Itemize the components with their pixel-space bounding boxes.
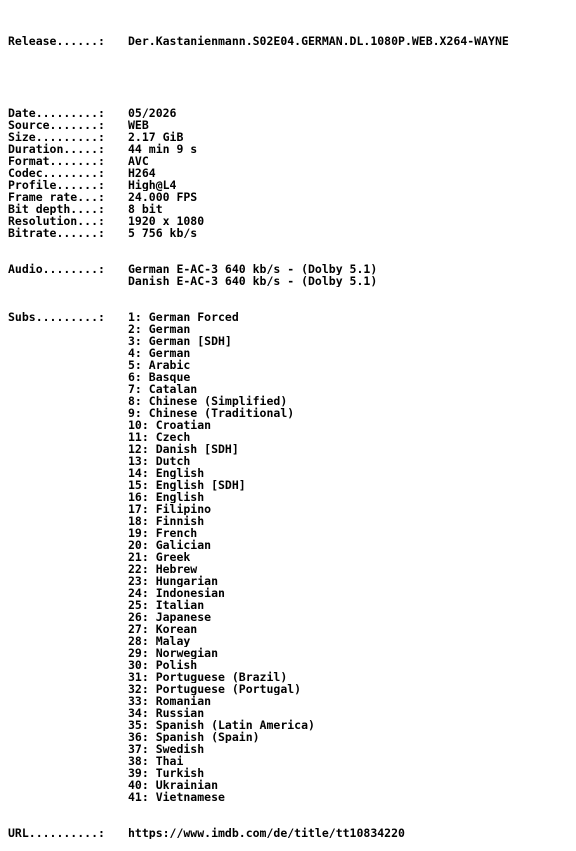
field-value: 21: Greek bbox=[128, 551, 191, 563]
subtitle-track-row bbox=[8, 563, 576, 575]
info-row bbox=[8, 179, 576, 191]
subtitle-track-row bbox=[8, 383, 576, 395]
info-row bbox=[8, 203, 576, 215]
field-value: 20: Galician bbox=[128, 539, 212, 551]
field-label: Resolution...: bbox=[8, 215, 105, 227]
field-value: 7: Catalan bbox=[128, 383, 198, 395]
url-value[interactable]: https://www.imdb.com/de/title/tt10834220 bbox=[128, 827, 405, 839]
field-value: 17: Filipino bbox=[128, 503, 212, 515]
field-label: Bit depth....: bbox=[8, 203, 105, 215]
subtitle-track-row bbox=[8, 719, 576, 731]
field-label: Profile......: bbox=[8, 179, 105, 191]
field-value: 44 min 9 s bbox=[128, 143, 198, 155]
info-row bbox=[8, 131, 576, 143]
field-label: Audio........: bbox=[8, 263, 105, 275]
field-label: Size.........: bbox=[8, 131, 105, 143]
field-label bbox=[8, 683, 128, 695]
field-label: Format.......: bbox=[8, 155, 105, 167]
info-row bbox=[8, 215, 576, 227]
field-value: 26: Japanese bbox=[128, 611, 212, 623]
field-label bbox=[8, 347, 128, 359]
field-label bbox=[8, 647, 128, 659]
field-value: 6: Basque bbox=[128, 371, 191, 383]
field-value: 5: Arabic bbox=[128, 359, 191, 371]
subtitle-track-row bbox=[8, 683, 576, 695]
field-value: Danish E-AC-3 640 kb/s - (Dolby 5.1) bbox=[128, 275, 378, 287]
field-value: 29: Norwegian bbox=[128, 647, 219, 659]
info-fields bbox=[8, 107, 576, 239]
subtitle-track-row bbox=[8, 407, 576, 419]
audio-section bbox=[8, 263, 576, 287]
field-label bbox=[8, 455, 128, 467]
field-value: German E-AC-3 640 kb/s - (Dolby 5.1) bbox=[128, 263, 378, 275]
field-label bbox=[8, 671, 128, 683]
field-label bbox=[8, 539, 128, 551]
field-value: 12: Danish [SDH] bbox=[128, 443, 239, 455]
field-value: 15: English [SDH] bbox=[128, 479, 246, 491]
field-value: 25: Italian bbox=[128, 599, 205, 611]
field-value: 3: German [SDH] bbox=[128, 335, 232, 347]
subtitle-track-row bbox=[8, 311, 576, 323]
field-label: Codec........: bbox=[8, 167, 105, 179]
subtitle-track-row bbox=[8, 335, 576, 347]
field-label bbox=[8, 743, 128, 755]
subtitle-track-row bbox=[8, 779, 576, 791]
field-label bbox=[8, 431, 128, 443]
field-value: 18: Finnish bbox=[128, 515, 205, 527]
field-value: 23: Hungarian bbox=[128, 575, 219, 587]
field-label bbox=[8, 659, 128, 671]
field-label bbox=[8, 551, 128, 563]
subtitle-track-row bbox=[8, 599, 576, 611]
subtitle-track-row bbox=[8, 431, 576, 443]
subtitle-track-row bbox=[8, 671, 576, 683]
field-value: 36: Spanish (Spain) bbox=[128, 731, 260, 743]
subtitle-track-row bbox=[8, 731, 576, 743]
info-row bbox=[8, 191, 576, 203]
subtitle-track-row bbox=[8, 479, 576, 491]
subtitle-track-row bbox=[8, 323, 576, 335]
info-row bbox=[8, 119, 576, 131]
field-label bbox=[8, 419, 128, 431]
field-value: 11: Czech bbox=[128, 431, 191, 443]
field-value: 30: Polish bbox=[128, 659, 198, 671]
field-label bbox=[8, 491, 128, 503]
field-value: 5 756 kb/s bbox=[128, 227, 198, 239]
field-label: Date.........: bbox=[8, 107, 105, 119]
field-label bbox=[8, 335, 128, 347]
field-label: Duration.....: bbox=[8, 143, 105, 155]
field-label bbox=[8, 323, 128, 335]
field-label bbox=[8, 359, 128, 371]
field-label bbox=[8, 611, 128, 623]
field-label bbox=[8, 599, 128, 611]
field-label bbox=[8, 443, 128, 455]
field-label bbox=[8, 731, 128, 743]
subtitle-track-row bbox=[8, 587, 576, 599]
field-label bbox=[8, 623, 128, 635]
subtitle-track-row bbox=[8, 743, 576, 755]
field-label bbox=[8, 515, 128, 527]
field-value: 4: German bbox=[128, 347, 191, 359]
field-label bbox=[8, 527, 128, 539]
field-value: 16: English bbox=[128, 491, 205, 503]
field-value: 24.000 FPS bbox=[128, 191, 198, 203]
field-label bbox=[8, 719, 128, 731]
release-row bbox=[8, 35, 576, 47]
field-value: 05/2026 bbox=[128, 107, 177, 119]
subtitle-track-row bbox=[8, 359, 576, 371]
subtitle-track-row bbox=[8, 347, 576, 359]
field-value: 33: Romanian bbox=[128, 695, 212, 707]
field-value: 8: Chinese (Simplified) bbox=[128, 395, 288, 407]
nfo-document bbox=[8, 11, 576, 851]
subtitle-track-row bbox=[8, 659, 576, 671]
field-value: 40: Ukrainian bbox=[128, 779, 219, 791]
field-value: AVC bbox=[128, 155, 149, 167]
field-value: 24: Indonesian bbox=[128, 587, 225, 599]
subtitle-track-row bbox=[8, 611, 576, 623]
field-value: 37: Swedish bbox=[128, 743, 205, 755]
field-label bbox=[8, 503, 128, 515]
subtitle-track-row bbox=[8, 419, 576, 431]
field-value: High@L4 bbox=[128, 179, 177, 191]
subtitle-track-row bbox=[8, 491, 576, 503]
field-value: 14: English bbox=[128, 467, 205, 479]
field-value: 10: Croatian bbox=[128, 419, 212, 431]
field-label: Bitrate......: bbox=[8, 227, 105, 239]
subtitle-track-row bbox=[8, 503, 576, 515]
field-label bbox=[8, 275, 128, 287]
release-label: Release......: bbox=[8, 35, 105, 47]
field-value: H264 bbox=[128, 167, 156, 179]
field-value: 1920 x 1080 bbox=[128, 215, 205, 227]
field-label bbox=[8, 479, 128, 491]
info-row bbox=[8, 155, 576, 167]
field-label bbox=[8, 587, 128, 599]
subtitle-track-row bbox=[8, 695, 576, 707]
subtitle-track-row bbox=[8, 791, 576, 803]
field-label: Subs.........: bbox=[8, 311, 105, 323]
info-row bbox=[8, 107, 576, 119]
subtitle-track-row bbox=[8, 455, 576, 467]
subtitle-track-row bbox=[8, 371, 576, 383]
field-value: 38: Thai bbox=[128, 755, 184, 767]
field-value: 27: Korean bbox=[128, 623, 198, 635]
url-row bbox=[8, 827, 576, 839]
field-value: 2: German bbox=[128, 323, 191, 335]
field-value: 2.17 GiB bbox=[128, 131, 184, 143]
field-value: 31: Portuguese (Brazil) bbox=[128, 671, 288, 683]
field-label bbox=[8, 779, 128, 791]
info-row bbox=[8, 227, 576, 239]
audio-track-row bbox=[8, 263, 576, 275]
subtitle-track-row bbox=[8, 515, 576, 527]
field-label bbox=[8, 563, 128, 575]
subtitle-track-row bbox=[8, 767, 576, 779]
field-label: Source.......: bbox=[8, 119, 105, 131]
field-value: 35: Spanish (Latin America) bbox=[128, 719, 315, 731]
url-label: URL..........: bbox=[8, 827, 105, 839]
subtitle-track-row bbox=[8, 443, 576, 455]
field-value: 22: Hebrew bbox=[128, 563, 198, 575]
info-row bbox=[8, 143, 576, 155]
field-label bbox=[8, 407, 128, 419]
subtitle-track-row bbox=[8, 755, 576, 767]
subtitle-track-row bbox=[8, 635, 576, 647]
field-value: 19: French bbox=[128, 527, 198, 539]
field-value: 28: Malay bbox=[128, 635, 191, 647]
field-value: 34: Russian bbox=[128, 707, 205, 719]
subtitle-track-row bbox=[8, 395, 576, 407]
field-value: 41: Vietnamese bbox=[128, 791, 225, 803]
field-value: 1: German Forced bbox=[128, 311, 239, 323]
field-label bbox=[8, 695, 128, 707]
field-value: 8 bit bbox=[128, 203, 163, 215]
field-value: 13: Dutch bbox=[128, 455, 191, 467]
field-label bbox=[8, 383, 128, 395]
subtitle-track-row bbox=[8, 575, 576, 587]
field-label bbox=[8, 635, 128, 647]
field-label: Frame rate...: bbox=[8, 191, 105, 203]
field-value: 39: Turkish bbox=[128, 767, 205, 779]
subtitle-track-row bbox=[8, 539, 576, 551]
subs-section bbox=[8, 311, 576, 803]
field-label bbox=[8, 791, 128, 803]
field-label bbox=[8, 395, 128, 407]
info-row bbox=[8, 167, 576, 179]
field-label bbox=[8, 707, 128, 719]
field-value: 32: Portuguese (Portugal) bbox=[128, 683, 302, 695]
blank-line bbox=[8, 71, 576, 83]
field-value: WEB bbox=[128, 119, 149, 131]
subtitle-track-row bbox=[8, 551, 576, 563]
field-label bbox=[8, 767, 128, 779]
subtitle-track-row bbox=[8, 623, 576, 635]
field-label bbox=[8, 371, 128, 383]
audio-track-row bbox=[8, 275, 576, 287]
release-value: Der.Kastanienmann.S02E04.GERMAN.DL.1080P.WEB.X264-WAYNE bbox=[128, 35, 509, 47]
subtitle-track-row bbox=[8, 707, 576, 719]
subtitle-track-row bbox=[8, 467, 576, 479]
subtitle-track-row bbox=[8, 527, 576, 539]
subtitle-track-row bbox=[8, 647, 576, 659]
field-value: 9: Chinese (Traditional) bbox=[128, 407, 295, 419]
field-label bbox=[8, 575, 128, 587]
field-label bbox=[8, 467, 128, 479]
field-label bbox=[8, 755, 128, 767]
